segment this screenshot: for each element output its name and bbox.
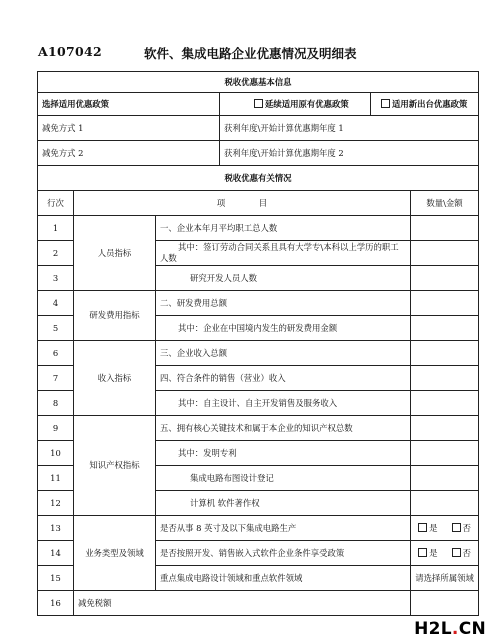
policy-row xyxy=(38,93,479,116)
document-header xyxy=(38,44,478,64)
amount-cell[interactable] xyxy=(411,291,479,316)
line-number: 3 xyxy=(38,266,74,291)
amount-cell[interactable] xyxy=(411,416,479,441)
line-number: 4 xyxy=(38,291,74,316)
reduction-row-2 xyxy=(38,141,479,166)
profit-year-label-1: 获利年度\开始计算优惠期年度 1 xyxy=(220,116,479,141)
option-extend-label: 延续适用原有优惠政策 xyxy=(265,98,349,109)
line-number: 13 xyxy=(38,516,74,541)
item-label: 三、企业收入总额 xyxy=(156,341,411,366)
group-business: 业务类型及领域 xyxy=(74,516,156,591)
details-section-title: 税收优惠有关情况 xyxy=(38,166,479,191)
watermark-dot: . xyxy=(451,619,459,639)
table-row xyxy=(38,416,479,441)
line-number: 6 xyxy=(38,341,74,366)
item-label: 其中：发明专利 xyxy=(156,441,411,466)
watermark-text-c: CN xyxy=(458,619,486,639)
reduction-label-2: 减免方式 2 xyxy=(38,141,220,166)
watermark-text-a: H2L xyxy=(414,619,452,639)
col-amount-header: 数量\金额 xyxy=(411,191,479,216)
item-label: 是否从事 8 英寸及以下集成电路生产 xyxy=(156,516,411,541)
yes-no-cell[interactable] xyxy=(411,516,479,541)
line-number: 12 xyxy=(38,491,74,516)
group-ip: 知识产权指标 xyxy=(74,416,156,516)
checkbox-icon[interactable] xyxy=(418,523,427,532)
reduction-row-1 xyxy=(38,116,479,141)
item-label: 五、拥有核心关键技术和属于本企业的知识产权总数 xyxy=(156,416,411,441)
amount-cell[interactable] xyxy=(411,216,479,241)
preferential-details-table xyxy=(37,71,479,616)
profit-year-label-2: 获利年度\开始计算优惠期年度 2 xyxy=(220,141,479,166)
table-row xyxy=(38,591,479,616)
item-label: 四、符合条件的销售（营业）收入 xyxy=(156,366,411,391)
amount-cell[interactable] xyxy=(411,241,479,266)
policy-label: 选择适用优惠政策 xyxy=(38,93,220,116)
form-code: A107042 xyxy=(38,44,102,59)
item-label: 其中：自主设计、自主开发销售及服务收入 xyxy=(156,391,411,416)
item-label: 计算机 软件著作权 xyxy=(156,491,411,516)
group-rd: 研发费用指标 xyxy=(74,291,156,341)
item-label: 研究开发人员人数 xyxy=(156,266,411,291)
line-number: 8 xyxy=(38,391,74,416)
item-label: 集成电路布图设计登记 xyxy=(156,466,411,491)
amount-cell[interactable] xyxy=(411,266,479,291)
line-number: 1 xyxy=(38,216,74,241)
line-number: 2 xyxy=(38,241,74,266)
details-section-row xyxy=(38,166,479,191)
line-number: 16 xyxy=(38,591,74,616)
checkbox-icon[interactable] xyxy=(418,548,427,557)
yes-label: 是 xyxy=(429,547,438,558)
yes-label: 是 xyxy=(429,522,438,533)
amount-cell[interactable] xyxy=(411,366,479,391)
form-title: 软件、集成电路企业优惠情况及明细表 xyxy=(144,46,357,61)
table-row xyxy=(38,216,479,241)
line-number: 5 xyxy=(38,316,74,341)
no-label: 否 xyxy=(462,547,471,558)
group-personnel: 人员指标 xyxy=(74,216,156,291)
site-watermark xyxy=(414,619,486,639)
field-select[interactable]: 请选择所属领域 xyxy=(411,566,479,591)
checkbox-icon[interactable] xyxy=(381,99,390,108)
amount-cell[interactable] xyxy=(411,491,479,516)
col-item-header: 项 目 xyxy=(74,191,411,216)
reduction-label-1: 减免方式 1 xyxy=(38,116,220,141)
table-row xyxy=(38,341,479,366)
option-new-label: 适用新出台优惠政策 xyxy=(392,98,468,109)
option-extend-cell[interactable] xyxy=(220,93,371,116)
item-label: 其中：企业在中国境内发生的研发费用金额 xyxy=(156,316,411,341)
amount-cell[interactable] xyxy=(411,466,479,491)
checkbox-icon[interactable] xyxy=(452,548,461,557)
basic-section-title: 税收优惠基本信息 xyxy=(38,72,479,93)
line-number: 10 xyxy=(38,441,74,466)
line-number: 15 xyxy=(38,566,74,591)
basic-section-row xyxy=(38,72,479,93)
amount-cell[interactable] xyxy=(411,591,479,616)
item-label: 其中：签订劳动合同关系且具有大学专\本科以上学历的职工人数 xyxy=(156,241,411,266)
line-number: 7 xyxy=(38,366,74,391)
checkbox-icon[interactable] xyxy=(452,523,461,532)
col-line-header: 行次 xyxy=(38,191,74,216)
table-row xyxy=(38,291,479,316)
item-label: 重点集成电路设计领域和重点软件领域 xyxy=(156,566,411,591)
line-number: 11 xyxy=(38,466,74,491)
item-label: 一、企业本年月平均职工总人数 xyxy=(156,216,411,241)
amount-cell[interactable] xyxy=(411,341,479,366)
amount-cell[interactable] xyxy=(411,441,479,466)
option-new-cell[interactable] xyxy=(371,93,479,116)
amount-cell[interactable] xyxy=(411,391,479,416)
item-label: 二、研发费用总额 xyxy=(156,291,411,316)
yes-no-cell[interactable] xyxy=(411,541,479,566)
item-label: 是否按照开发、销售嵌入式软件企业条件享受政策 xyxy=(156,541,411,566)
column-header-row xyxy=(38,191,479,216)
no-label: 否 xyxy=(462,522,471,533)
item-label: 减免税额 xyxy=(74,591,411,616)
checkbox-icon[interactable] xyxy=(254,99,263,108)
table-row xyxy=(38,516,479,541)
group-income: 收入指标 xyxy=(74,341,156,416)
line-number: 14 xyxy=(38,541,74,566)
line-number: 9 xyxy=(38,416,74,441)
amount-cell[interactable] xyxy=(411,316,479,341)
